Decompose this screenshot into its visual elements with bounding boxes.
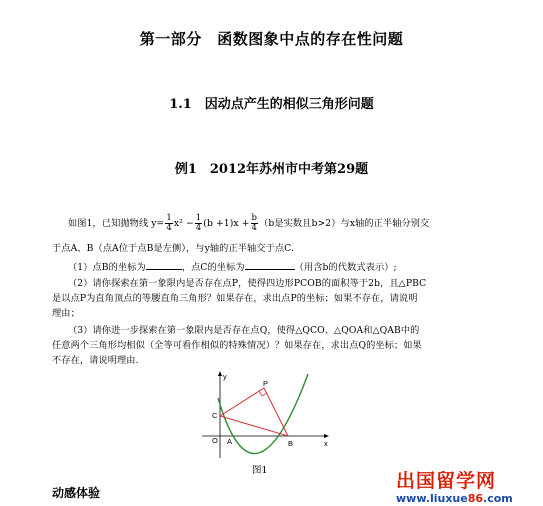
y-axis-arrow — [218, 371, 222, 376]
x-axis-arrow — [324, 434, 329, 438]
figure-1-graph — [196, 368, 336, 460]
answer-blank-c — [245, 260, 295, 270]
example-title: 例1 2012年苏州市中考第29题 — [174, 162, 369, 177]
label-c: C — [212, 411, 218, 420]
question-2-line-1: （2）请你探索在第一象限内是否存在点P，使得四边形PCOB的面积等于2b，且△PBC — [68, 278, 427, 289]
watermark-logo — [396, 466, 536, 504]
dynamic-experience-title: 动感体验 — [52, 486, 101, 500]
fraction-quarter-2: $\frac{1}{4}$ — [195, 213, 202, 233]
question-3-line-2: 任意两个三角形均相似（全等可看作相似的特殊情况）？如果存在，求出点Q的坐标；如果 — [52, 340, 422, 351]
question-3-line-3: 不存在，请说明理由. — [52, 355, 139, 366]
label-a: A — [227, 437, 233, 446]
label-y: y — [223, 372, 227, 381]
section-title: 1.1 因动点产生的相似三角形问题 — [169, 97, 374, 112]
triangle-pbc — [220, 388, 288, 436]
question-2-line-2: 是以点P为直角顶点的等腰直角三角形？如果存在，求出点P的坐标；如果不存在，请说明 — [52, 293, 418, 304]
watermark-url: www.liuxue86.com — [396, 492, 513, 505]
problem-line-2: 于点A、B（点A位于点B是左侧），与y轴的正半轴交于点C. — [52, 243, 295, 254]
question-1: （1）点B的坐标为 ，点C的坐标为 （用含b的代数式表示）; — [68, 262, 397, 273]
question-2-line-3: 理由； — [52, 308, 80, 319]
part-title: 第一部分 函数图象中点的存在性问题 — [139, 30, 404, 48]
problem-line-1: 如图1，已知抛物线 y= $\frac{1}{4}$ x² − $\frac{1}{4}$ (b +1)x + $\frac{b}{4}$ （b是实数且b>2）与x轴的正半轴分别交 — [68, 213, 430, 233]
watermark-cn: 出国留学网 — [396, 470, 497, 492]
question-3-line-1: （3）请你进一步探索在第一象限内是否存在点Q，使得△QCO、△QOA和△QAB中的 — [68, 325, 420, 336]
fraction-quarter-1: $\frac{1}{4}$ — [166, 213, 172, 233]
label-o: O — [212, 436, 218, 445]
answer-blank-b — [146, 260, 182, 270]
label-b: B — [288, 439, 294, 448]
label-p: P — [263, 379, 269, 388]
fraction-b-quarter: $\frac{b}{4}$ — [251, 213, 258, 233]
figure-caption: 图1 — [252, 465, 268, 476]
label-x: x — [324, 439, 328, 448]
